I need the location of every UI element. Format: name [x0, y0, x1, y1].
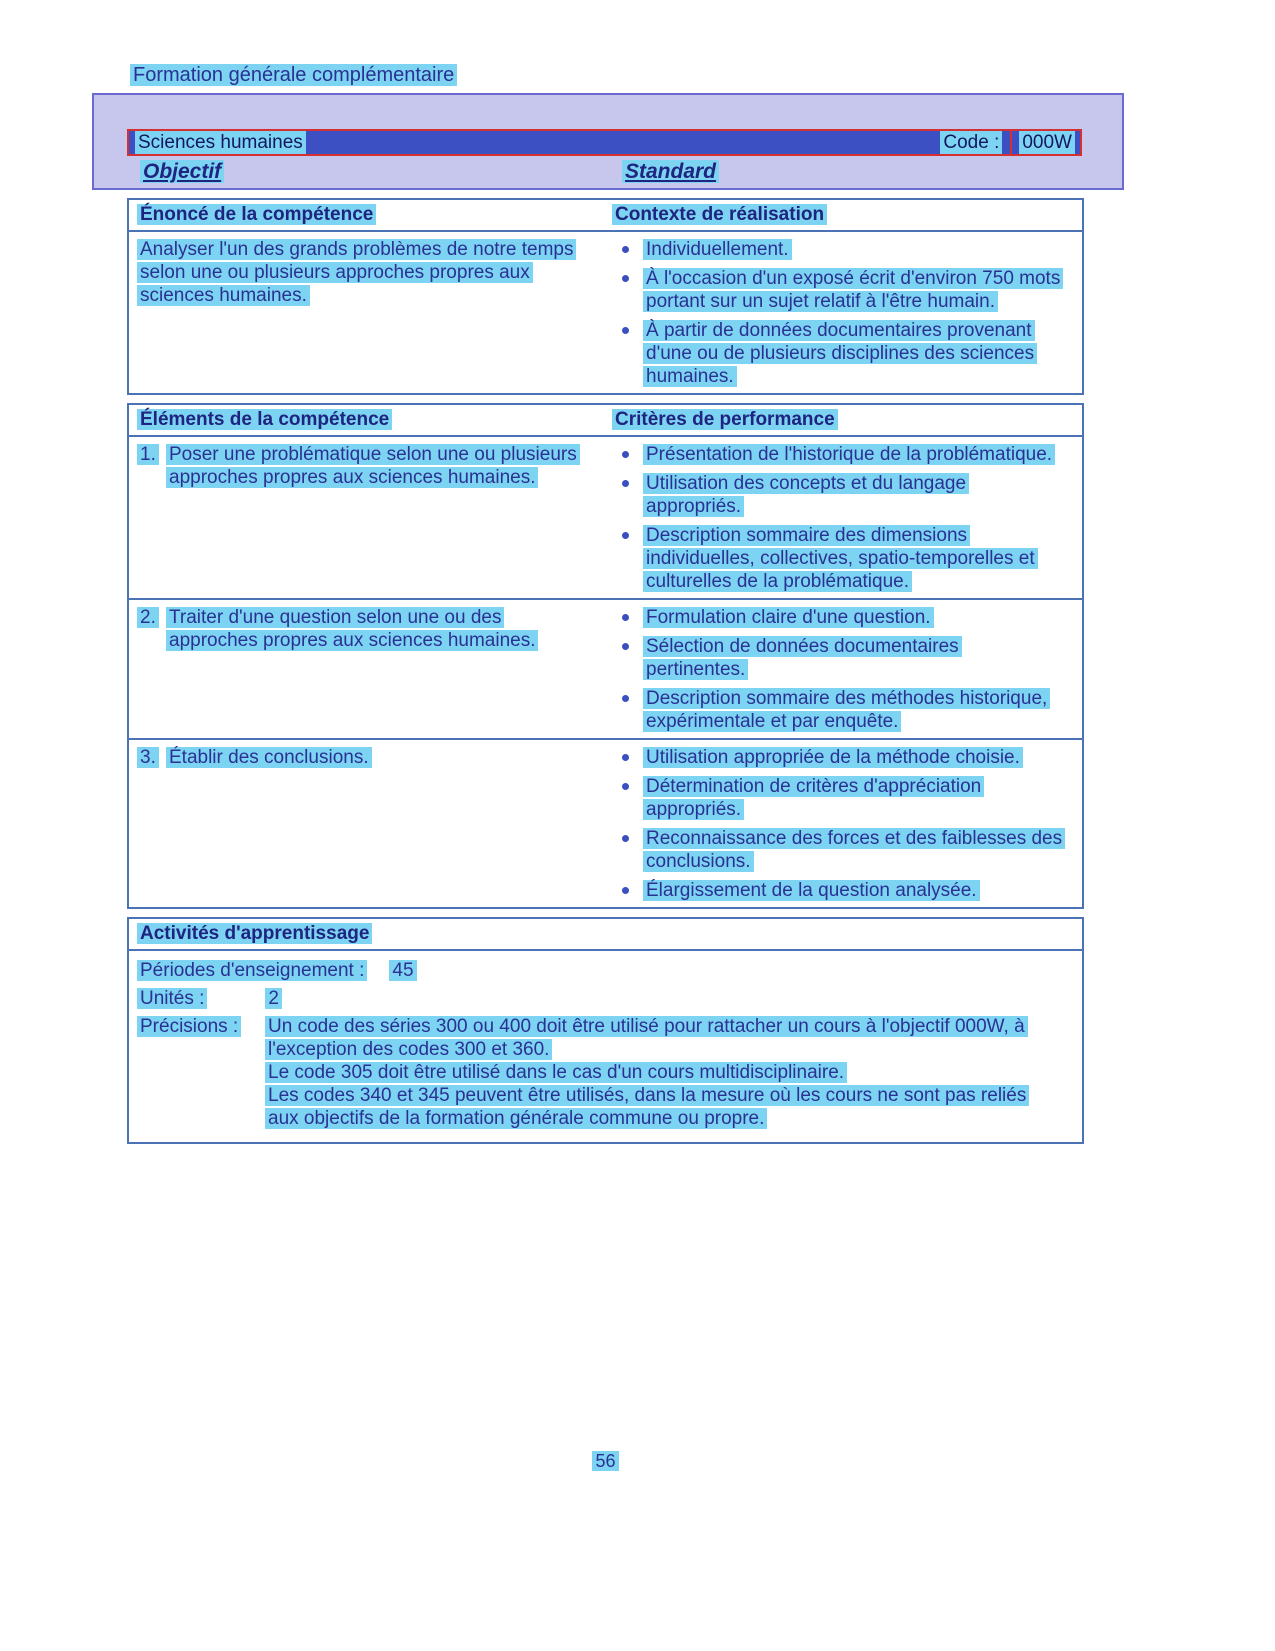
- list-item: [614, 827, 1074, 873]
- bullet-text: Individuellement.: [643, 239, 792, 260]
- code-value-box: [1010, 131, 1080, 154]
- elements-table-header: [129, 405, 1082, 437]
- element-number-wrap: [137, 443, 166, 489]
- list-item: [614, 775, 1074, 821]
- criteria-cell: [604, 604, 1082, 733]
- unites-line: [137, 987, 1072, 1010]
- precisions-paragraph-text: Les codes 340 et 345 peuvent être utilisés, dans la mesure où les cours ne sont pas reliés aux objectifs de la formation générale commune ou propre.: [265, 1085, 1029, 1129]
- activites-header-text: Activités d'apprentissage: [137, 923, 372, 944]
- table-row: [129, 598, 1082, 738]
- bullet-text: Utilisation appropriée de la méthode choisie.: [643, 747, 1023, 768]
- list-item: [614, 879, 1074, 902]
- bullet-icon: [622, 327, 629, 334]
- competence-left-header: [129, 203, 604, 226]
- precisions-paragraph: [265, 1015, 1047, 1061]
- competence-statement-cell: [129, 236, 604, 388]
- bullet-icon: [622, 695, 629, 702]
- bullet-text: Présentation de l'historique de la problématique.: [643, 444, 1055, 465]
- elements-table: [127, 403, 1084, 909]
- bullet-text: Description sommaire des méthodes historique, expérimentale et par enquête.: [643, 688, 1050, 732]
- bullet-text: Détermination de critères d'appréciation appropriés.: [643, 776, 984, 820]
- competence-row: [129, 232, 1082, 393]
- list-item: [614, 238, 1074, 261]
- element-text: Poser une problématique selon une ou plusieurs approches propres aux sciences humaines.: [166, 444, 580, 488]
- contexte-cell: [604, 236, 1082, 388]
- precisions-label: Précisions :: [137, 1016, 241, 1037]
- periodes-label: Périodes d'enseignement :: [137, 960, 367, 981]
- bullet-text-wrap: [643, 746, 1023, 769]
- bullet-text: Formulation claire d'une question.: [643, 607, 934, 628]
- precisions-paragraph-text: Le code 305 doit être utilisé dans le cas d'un cours multidisciplinaire.: [265, 1062, 847, 1083]
- competence-right-header-text: Contexte de réalisation: [612, 204, 827, 225]
- bullet-text: À l'occasion d'un exposé écrit d'environ 750 mots portant sur un sujet relatif à l'être humain.: [643, 268, 1063, 312]
- course-code-group: [940, 131, 1080, 154]
- bullet-text-wrap: [643, 238, 792, 261]
- code-label: Code :: [940, 131, 1002, 154]
- bullet-icon: [622, 643, 629, 650]
- competence-statement: Analyser l'un des grands problèmes de notre temps selon une ou plusieurs approches propres aux sciences humaines.: [137, 239, 576, 306]
- element-number: 2.: [137, 607, 159, 628]
- bullet-icon: [622, 754, 629, 761]
- bullet-icon: [622, 532, 629, 539]
- page-number: [127, 1450, 1084, 1473]
- bullet-text: Reconnaissance des forces et des faiblesses des conclusions.: [643, 828, 1065, 872]
- list-item: [614, 472, 1074, 518]
- precisions-label-wrap: [137, 1015, 265, 1130]
- list-item: [614, 524, 1074, 593]
- periodes-value: 45: [389, 960, 416, 981]
- element-cell: [129, 744, 604, 902]
- list-item: [614, 746, 1074, 769]
- section-label: [130, 64, 457, 87]
- bullet-text: Sélection de données documentaires pertinentes.: [643, 636, 962, 680]
- course-title-bar: [127, 129, 1082, 156]
- precisions-block: [137, 1015, 1072, 1130]
- bullet-text: Description sommaire des dimensions individuelles, collectives, spatio-temporelles et culturelles de la problématique.: [643, 525, 1038, 592]
- precisions-paragraph: [265, 1084, 1047, 1130]
- bullet-icon: [622, 783, 629, 790]
- page-number-text: 56: [592, 1451, 618, 1471]
- code-value: 000W: [1019, 131, 1075, 154]
- table-row: [129, 738, 1082, 907]
- section-label-text: Formation générale complémentaire: [130, 64, 457, 86]
- bullet-text: Élargissement de la question analysée.: [643, 880, 980, 901]
- elements-left-header-text: Éléments de la compétence: [137, 409, 392, 430]
- bullet-icon: [622, 451, 629, 458]
- criteria-cell: [604, 441, 1082, 593]
- element-item: [137, 746, 594, 769]
- activites-table: [127, 917, 1084, 1144]
- unites-value: 2: [265, 988, 282, 1009]
- competence-statement-wrap: [137, 238, 584, 307]
- bullet-text-wrap: [643, 267, 1063, 313]
- bullet-text-wrap: [643, 635, 1063, 681]
- element-number-wrap: [137, 606, 166, 652]
- bullet-icon: [622, 614, 629, 621]
- element-text: Traiter d'une question selon une ou des approches propres aux sciences humaines.: [166, 607, 538, 651]
- contexte-bullet-list: [614, 238, 1074, 388]
- objectif-heading: [140, 160, 224, 183]
- elements-left-header: [129, 408, 604, 431]
- precisions-paragraph-text: Un code des séries 300 ou 400 doit être utilisé pour rattacher un cours à l'objectif 000W, à l'exception des codes 300 et 360.: [265, 1016, 1028, 1060]
- course-title: Sciences humaines: [135, 131, 306, 154]
- activites-table-header: [129, 919, 1082, 951]
- list-item: [614, 267, 1074, 313]
- element-text-wrap: [166, 443, 586, 489]
- bullet-text: À partir de données documentaires provenant d'une ou de plusieurs disciplines des sciences humaines.: [643, 320, 1037, 387]
- objectif-heading-text: Objectif: [140, 160, 224, 183]
- bullet-text-wrap: [643, 775, 1063, 821]
- bullet-icon: [622, 835, 629, 842]
- list-item: [614, 687, 1074, 733]
- activites-header-cell: [129, 922, 1082, 945]
- bullet-icon: [622, 887, 629, 894]
- list-item: [614, 606, 1074, 629]
- bullet-icon: [622, 275, 629, 282]
- periodes-line: [137, 959, 1072, 982]
- bullet-text-wrap: [643, 879, 980, 902]
- element-text-wrap: [166, 746, 372, 769]
- header-banner: [92, 93, 1124, 190]
- criteria-bullet-list: [614, 443, 1074, 593]
- precisions-paragraph: [265, 1061, 1047, 1084]
- bullet-icon: [622, 480, 629, 487]
- elements-right-header-text: Critères de performance: [612, 409, 838, 430]
- list-item: [614, 319, 1074, 388]
- bullet-text-wrap: [643, 827, 1063, 873]
- bullet-icon: [622, 246, 629, 253]
- standard-heading: [622, 160, 719, 183]
- bullet-text-wrap: [643, 606, 934, 629]
- element-cell: [129, 441, 604, 593]
- criteria-bullet-list: [614, 746, 1074, 902]
- element-text-wrap: [166, 606, 586, 652]
- activites-body: [129, 951, 1082, 1142]
- element-item: [137, 443, 594, 489]
- criteria-cell: [604, 744, 1082, 902]
- bullet-text-wrap: [643, 319, 1063, 388]
- standard-heading-text: Standard: [622, 160, 719, 183]
- precisions-text: [265, 1015, 1047, 1130]
- element-number: 3.: [137, 747, 159, 768]
- bullet-text-wrap: [643, 443, 1055, 466]
- element-text: Établir des conclusions.: [166, 747, 372, 768]
- bullet-text: Utilisation des concepts et du langage appropriés.: [643, 473, 969, 517]
- table-row: [129, 437, 1082, 598]
- document-content: [127, 198, 1084, 1152]
- competence-table-header: [129, 200, 1082, 232]
- unites-label: Unités :: [137, 988, 207, 1009]
- competence-right-header: [604, 203, 1082, 226]
- element-cell: [129, 604, 604, 733]
- elements-right-header: [604, 408, 1082, 431]
- element-number: 1.: [137, 444, 159, 465]
- list-item: [614, 635, 1074, 681]
- competence-left-header-text: Énoncé de la compétence: [137, 204, 376, 225]
- criteria-bullet-list: [614, 606, 1074, 733]
- bullet-text-wrap: [643, 472, 1063, 518]
- element-number-wrap: [137, 746, 166, 769]
- list-item: [614, 443, 1074, 466]
- bullet-text-wrap: [643, 687, 1063, 733]
- element-item: [137, 606, 594, 652]
- competence-table: [127, 198, 1084, 395]
- bullet-text-wrap: [643, 524, 1063, 593]
